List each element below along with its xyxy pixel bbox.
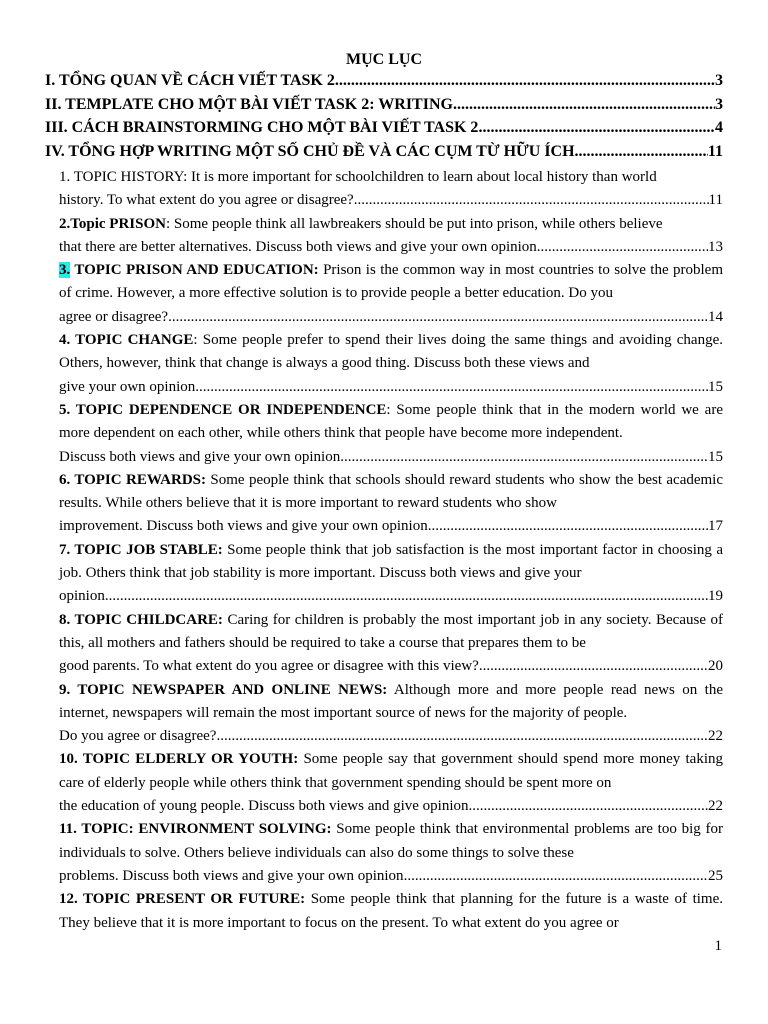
- toc-entry[interactable]: [59, 748, 723, 818]
- toc-entry-last-line: [59, 376, 723, 399]
- toc-section-link[interactable]: [45, 96, 723, 120]
- toc-page-number: 20: [708, 658, 723, 675]
- toc-entry-last-line: [59, 306, 723, 329]
- dot-leader: [478, 119, 715, 137]
- entry-prompt-text: Some people think that job satisfaction is the most important factor in choosing a job. Others think that job stability is more important. Discuss both views and give your: [59, 541, 723, 582]
- dot-leader: [195, 376, 708, 399]
- entry-prompt-text: Although more and more people read news on the internet, newspapers will remain the most important source of news for the majority of people.: [59, 681, 723, 721]
- toc-entry[interactable]: [59, 329, 723, 399]
- toc-entry[interactable]: [59, 539, 723, 609]
- table-of-contents: [45, 72, 723, 935]
- toc-entry-body: [59, 259, 723, 306]
- toc-page-number: 11: [708, 192, 723, 209]
- toc-page-number: 25: [708, 867, 723, 884]
- entry-topic-label: TOPIC HISTORY: [73, 169, 184, 185]
- toc-entry-last-line: [59, 585, 723, 608]
- entry-topic-label: TOPIC CHANGE: [70, 332, 194, 349]
- toc-page-number: 3: [715, 72, 723, 89]
- entry-prompt-end: agree or disagree?: [59, 308, 169, 325]
- toc-entry-last-line: [59, 795, 723, 818]
- toc-entry-last-line: [59, 865, 723, 888]
- toc-page-number: 19: [708, 588, 723, 605]
- toc-page-number: 14: [708, 308, 723, 325]
- entry-topic-label: TOPIC REWARDS:: [70, 471, 207, 488]
- toc-entry-body: [59, 469, 723, 516]
- entry-topic-label: TOPIC PRESENT OR FUTURE:: [77, 891, 306, 908]
- entry-prompt-text: : It is more important for schoolchildren to learn about local history than world: [183, 169, 657, 185]
- toc-entry[interactable]: [59, 213, 723, 260]
- entry-number: 4.: [59, 332, 71, 349]
- entry-prompt-text: : Some people think that in the modern world we are more dependent on each other, while others think that people have become more independent.: [59, 401, 723, 442]
- entry-topic-label: TOPIC PRISON AND EDUCATION:: [70, 262, 319, 279]
- toc-entry[interactable]: [59, 679, 723, 749]
- toc-page-number: 17: [708, 518, 723, 535]
- entry-prompt-end: opinion: [59, 588, 105, 605]
- entry-prompt-text: : Some people prefer to spend their lives doing the same things and avoiding change. Others, however, think that change is always a good thing. Discuss both these views and: [59, 332, 723, 372]
- dot-leader: [340, 446, 708, 469]
- entry-topic-label: TOPIC: ENVIRONMENT SOLVING:: [76, 821, 332, 838]
- entry-prompt-end: Do you agree or disagree?: [59, 728, 217, 745]
- toc-entry[interactable]: [59, 166, 723, 213]
- toc-entry[interactable]: [59, 818, 723, 888]
- toc-entry-last-line: [59, 236, 723, 259]
- toc-entry-body: [59, 329, 723, 376]
- toc-page-number: 22: [708, 728, 723, 745]
- entry-prompt-end: history. To what extent do you agree or disagree?: [59, 192, 354, 209]
- toc-section-title: II. TEMPLATE CHO MỘT BÀI VIẾT TASK 2: WRITING: [45, 95, 453, 113]
- toc-section-title: III. CÁCH BRAINSTORMING CHO MỘT BÀI VIẾT TASK 2: [45, 119, 479, 136]
- entry-topic-label: TOPIC DEPENDENCE OR INDEPENDENCE: [70, 401, 387, 418]
- entry-number: 2.: [59, 215, 71, 232]
- toc-page-number: 13: [708, 238, 723, 255]
- dot-leader: [428, 515, 708, 538]
- entry-prompt-end: improvement. Discuss both views and give your own opinion: [59, 518, 428, 535]
- dot-leader: [354, 189, 709, 212]
- toc-entry-body: [59, 888, 723, 935]
- toc-page-number: 15: [708, 378, 723, 395]
- dot-leader: [469, 795, 708, 818]
- toc-entry[interactable]: [59, 609, 723, 679]
- entry-number: 11.: [59, 821, 77, 838]
- entry-number: 3.: [59, 262, 71, 279]
- entry-prompt-end: that there are better alternatives. Discuss both views and give your own opinion: [59, 238, 537, 255]
- entry-number: 10.: [59, 751, 78, 768]
- dot-leader: [575, 143, 708, 161]
- entry-number: 12.: [59, 891, 78, 908]
- entry-prompt-text: Prison is the common way in most countries to solve the problem of crime. However, a more effective solution is to provide people a better education. Do you: [59, 262, 723, 302]
- page-number: 1: [714, 938, 722, 954]
- toc-entry-body: [59, 609, 723, 656]
- toc-entry-body: [59, 748, 723, 795]
- entry-number: 5.: [59, 401, 71, 418]
- toc-entry[interactable]: [59, 888, 723, 935]
- entry-prompt-text: Some people think that environmental problems are too big for individuals to solve. Others believe individuals can also do some things to solve these: [59, 821, 723, 861]
- entry-prompt-text: Some people say that government should spend more money taking care of elderly people while others think that government spending should be spent more on: [59, 751, 724, 791]
- entry-topic-label: TOPIC JOB STABLE:: [70, 541, 223, 558]
- dot-leader: [168, 306, 708, 329]
- entry-prompt-text: Some people think that planning for the future is a waste of time. They believe that it is more important to focus on the present. To what extent do you agree or: [59, 891, 723, 931]
- entry-number: 9.: [59, 681, 71, 698]
- toc-entry-last-line: [59, 655, 723, 678]
- toc-entry-last-line: [59, 446, 723, 469]
- entry-number: 7.: [59, 541, 71, 558]
- toc-entry-body: [59, 679, 723, 726]
- toc-entry-body: [59, 539, 723, 586]
- toc-section-link[interactable]: [45, 143, 723, 167]
- entry-prompt-end: problems. Discuss both views and give your own opinion: [59, 867, 404, 884]
- toc-section-title: I. TỔNG QUAN VỀ CÁCH VIẾT TASK 2: [45, 72, 335, 89]
- dot-leader: [216, 725, 708, 748]
- entry-prompt-end: the education of young people. Discuss both views and give opinion: [59, 798, 469, 815]
- toc-sections: [45, 72, 723, 166]
- toc-section-link[interactable]: [45, 119, 723, 143]
- toc-entry-last-line: [59, 189, 723, 212]
- dot-leader: [479, 655, 708, 678]
- toc-entry-body: [59, 213, 723, 236]
- entry-topic-label: TOPIC ELDERLY OR YOUTH:: [77, 751, 299, 768]
- toc-entry-body: [59, 818, 723, 865]
- dot-leader: [105, 585, 708, 608]
- entry-number: 1.: [59, 169, 71, 185]
- toc-entry-last-line: [59, 725, 723, 748]
- toc-page-number: 3: [715, 95, 723, 113]
- toc-section-title: IV. TỔNG HỢP WRITING MỘT SỐ CHỦ ĐỀ VÀ CÁC CỤM TỪ HỮU ÍCH: [45, 142, 575, 160]
- toc-entry-last-line: [59, 515, 723, 538]
- entry-number: 8.: [59, 611, 71, 628]
- toc-entry-body: [59, 399, 723, 446]
- toc-entry[interactable]: [59, 259, 723, 329]
- entry-topic-label: Topic PRISON: [70, 215, 166, 232]
- toc-page-number: 11: [707, 142, 723, 160]
- entry-prompt-text: Caring for children is probably the most important job in any society. Because of this, all mothers and fathers should be required to take a course that prepares them to be: [59, 611, 723, 651]
- dot-leader: [335, 72, 715, 90]
- dot-leader: [404, 865, 708, 888]
- toc-page-number: 15: [708, 448, 723, 465]
- entry-prompt-end: Discuss both views and give your own opinion: [59, 448, 341, 465]
- toc-page-number: 22: [708, 798, 723, 815]
- toc-title: MỤC LỤC: [346, 51, 422, 68]
- entry-prompt-end: give your own opinion: [59, 378, 196, 395]
- entry-number: 6.: [59, 471, 71, 488]
- toc-entry-body: [59, 166, 723, 189]
- dot-leader: [537, 236, 708, 259]
- entry-prompt-end: good parents. To what extent do you agree or disagree with this view?: [59, 658, 479, 675]
- entry-prompt-text: : Some people think all lawbreakers should be put into prison, while others believe: [165, 215, 663, 232]
- toc-section-link[interactable]: [45, 72, 723, 96]
- dot-leader: [453, 96, 715, 114]
- entry-prompt-text: Some people think that schools should reward students who show the best academic results. While others believe that it is more important to reward students who show: [59, 471, 723, 512]
- toc-entry[interactable]: [59, 399, 723, 469]
- entry-topic-label: TOPIC CHILDCARE:: [70, 611, 223, 628]
- toc-entries: [45, 166, 723, 935]
- entry-topic-label: TOPIC NEWSPAPER AND ONLINE NEWS:: [70, 681, 388, 698]
- toc-page-number: 4: [715, 119, 723, 136]
- toc-entry[interactable]: [59, 469, 723, 539]
